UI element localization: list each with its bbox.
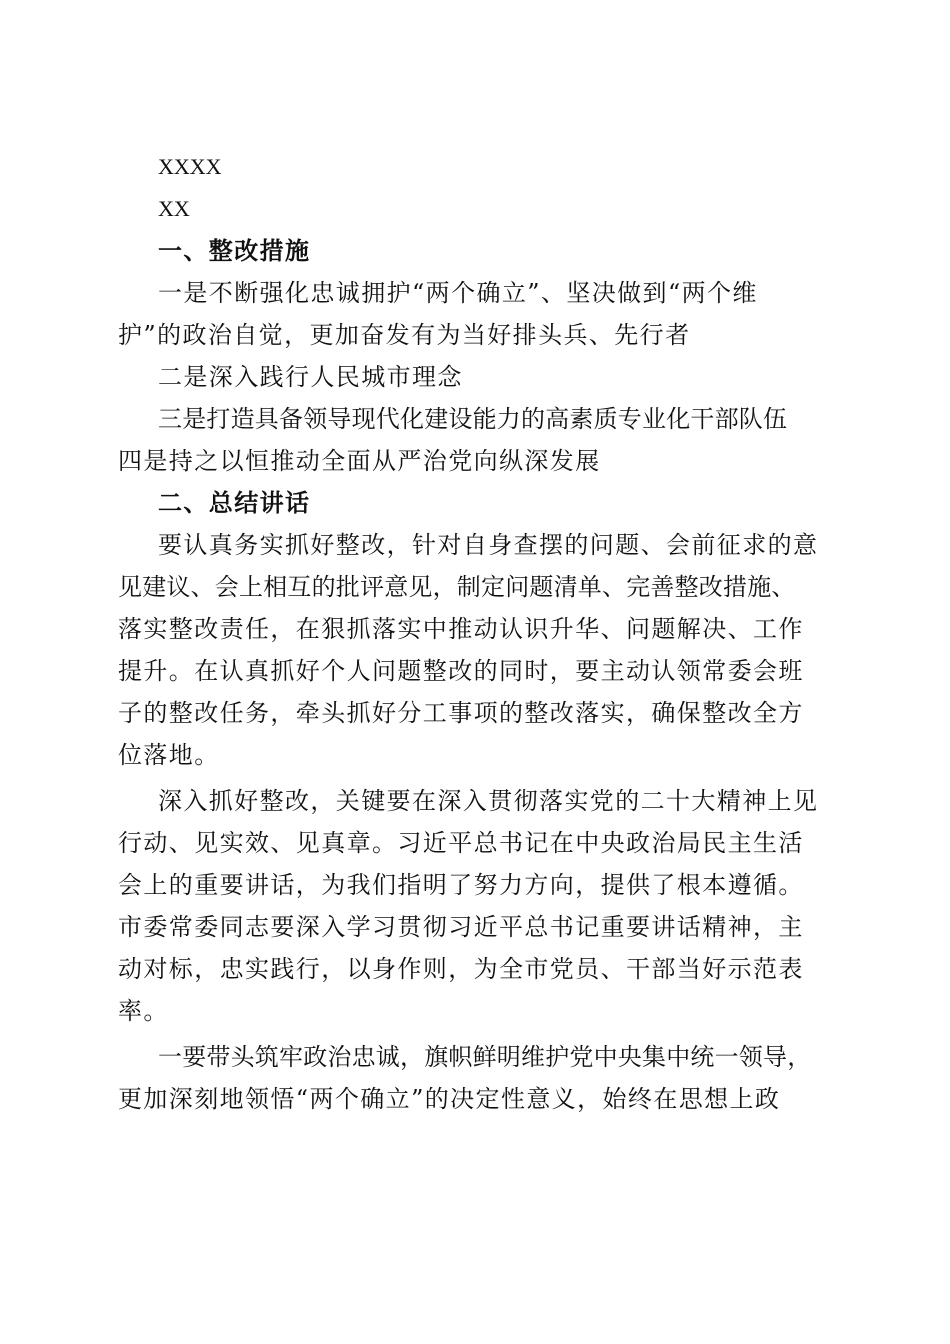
text-line: 护”的政治自觉，更加奋发有为当好排头兵、先行者 (118, 321, 691, 349)
text-line: 提升。在认真抓好个人问题整改的同时，要主动认领常委会班 (118, 657, 804, 685)
summary-paragraph-1 (118, 524, 832, 776)
summary-paragraph-3 (118, 1036, 832, 1120)
text-line: 更加深刻地领悟“两个确立”的决定性意义，始终在思想上政 (118, 1085, 781, 1113)
text-line: 一是不断强化忠诚拥护“两个确立”、坚决做到“两个维 (158, 279, 758, 307)
section-heading-measures: 一、整改措施 (158, 237, 311, 265)
measure-item-2 (118, 356, 832, 398)
text-line: 一要带头筑牢政治忠诚，旗帜鲜明维护党中央集中统一领导， (158, 1043, 812, 1071)
header-line: XXXX (158, 154, 222, 179)
text-line: 四是持之以恒推动全面从严治党向纵深发展 (118, 447, 601, 475)
text-line: 落实整改责任，在狠抓落实中推动认识升华、问题解决、工作 (118, 615, 804, 643)
text-line: 深入抓好整改，关键要在深入贯彻落实党的二十大精神上见 (158, 787, 819, 815)
summary-paragraph-2 (118, 780, 832, 1032)
measure-item-1 (118, 272, 832, 356)
text-line: 三是打造具备领导现代化建设能力的高素质专业化干部队伍 (158, 405, 788, 433)
measure-item-4 (118, 440, 832, 482)
text-line: 率。 (118, 997, 169, 1025)
text-line: 动对标，忠实践行，以身作则，为全市党员、干部当好示范表 (118, 955, 804, 983)
text-line: 位落地。 (118, 741, 220, 769)
text-line: 二是深入践行人民城市理念 (158, 363, 463, 391)
text-line: 要认真务实抓好整改，针对自身查摆的问题、会前征求的意 (158, 531, 819, 559)
text-line: 见建议、会上相互的批评意见，制定问题清单、完善整改措施、 (118, 573, 796, 601)
text-line: 市委常委同志要深入学习贯彻习近平总书记重要讲话精神，主 (118, 913, 804, 941)
text-line: 会上的重要讲话，为我们指明了努力方向，提供了根本遵循。 (118, 871, 804, 899)
header-line: XX (158, 196, 190, 221)
text-line: 行动、见实效、见真章。习近平总书记在中央政治局民主生活 (118, 829, 804, 857)
text-line: 子的整改任务，牵头抓好分工事项的整改落实，确保整改全方 (118, 699, 804, 727)
section-heading-summary: 二、总结讲话 (158, 489, 311, 517)
measure-item-3 (118, 398, 832, 440)
document-body (118, 146, 832, 1120)
